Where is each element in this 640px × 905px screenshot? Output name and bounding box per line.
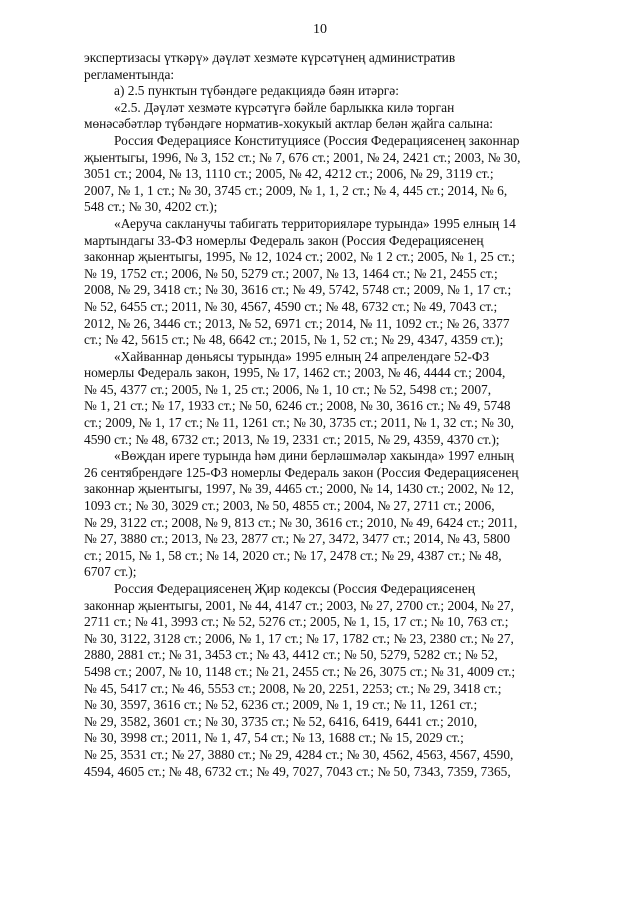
document-body: [84, 50, 574, 780]
paragraph-protected-areas-law: «Аеруча сакланучы табигать территорияләре турында» 1995 елның 14 мартындагы 33-ФЗ номерлы Федераль закон (Россия Федерациясенең законнар җыентыгы, 1995, № 12, 1024 ст.; 2002, № 1 2 ст.; 2005, № 1, 25 ст.; № 19, 1752 ст.; 2006, № 50, 5279 ст.; 2007, № 13, 1464 ст.; № 21, 2455 ст.; 2008, № 29, 3418 ст.; № 30, 3616 ст.; № 49, 5742, 5748 ст.; 2009, № 1, 17 ст.; № 52, 6455 ст.; 2011, № 30, 4567, 4590 ст.; № 48, 6732 ст.; № 49, 7043 ст.; 2012, № 26, 3446 ст.; 2013, № 52, 6971 ст.; 2014, № 11, 1092 ст.; № 26, 3377 ст.; № 42, 5615 ст.; № 48, 6642 ст.; 2015, № 1, 52 ст.; № 29, 4347, 4359 ст.);: [84, 215, 516, 348]
paragraph-clause-2-5: «2.5. Дәүләт хезмәте күрсәтүгә бәйле барлыкка килә торган мөнәсәбәтләр түбәндәге норматив-хокукый актлар белән җайга салына:: [84, 99, 493, 132]
page-number: 10: [313, 22, 327, 37]
paragraph-constitution: Россия Федерациясе Конституциясе (Россия Федерациясенең законнар җыентыгы, 1996, № 3, 152 ст.; № 7, 676 ст.; 2001, № 24, 2421 ст.; 2003, № 30, 3051 ст.; 2004, № 13, 1110 ст.; 2005, № 42, 4212 ст.; 2006, № 29, 3119 ст.; 2007, № 1, 1 ст.; № 30, 3745 ст.; 2009, № 1, 1, 2 ст.; № 4, 445 ст.; 2014, № 6, 548 ст.; № 30, 4202 ст.);: [84, 132, 521, 215]
paragraph-land-code: Россия Федерациясенең Җир кодексы (Россия Федерациясенең законнар җыентыгы, 2001, № 44, 4147 ст.; 2003, № 27, 2700 ст.; 2004, № 27, 2711 ст.; № 41, 3993 ст.; № 52, 5276 ст.; 2005, № 1, 15, 17 ст.; № 10, 763 ст.; № 30, 3122, 3128 ст.; 2006, № 1, 17 ст.; № 17, 1782 ст.; № 23, 2380 ст.; № 27, 2880, 2881 ст.; № 31, 3453 ст.; № 43, 4412 ст.; № 50, 5279, 5282 ст.; № 52, 5498 ст.; 2007, № 10, 1148 ст.; № 21, 2455 ст.; № 26, 3075 ст.; № 31, 4009 ст.; № 45, 5417 ст.; № 46, 5553 ст.; 2008, № 20, 2251, 2253; ст.; № 29, 3418 ст.; № 30, 3597, 3616 ст.; № 52, 6236 ст.; 2009, № 1, 19 ст.; № 11, 1261 ст.; № 29, 3582, 3601 ст.; № 30, 3735 ст.; № 52, 6416, 6419, 6441 ст.; 2010, № 30, 3998 ст.; 2011, № 1, 47, 54 ст.; № 13, 1688 ст.; № 15, 2029 ст.; № 25, 3531 ст.; № 27, 3880 ст.; № 29, 4284 ст.; № 30, 4562, 4563, 4567, 4590, 4594, 4605 ст.; № 48, 6732 ст.; № 49, 7027, 7043 ст.; № 50, 7343, 7359, 7365,: [84, 581, 516, 779]
paragraph-regulation-continuation: экспертизасы үткәрү» дәүләт хезмәте күрсәтүнең административ регламентында:: [84, 50, 456, 82]
paragraph-freedom-of-conscience-law: «Вөҗдан иреге турында һәм дини берләшмәләр хакында» 1997 елның 26 сентябрендәге 125-ФЗ номерлы Федераль закон (Россия Федерациясенең законнар җыентыгы, 1997, № 39, 4465 ст.; 2000, № 14, 1430 ст.; 2002, № 12, 1093 ст.; № 30, 3029 ст.; 2003, № 50, 4855 ст.; 2004, № 27, 2711 ст.; 2006, № 29, 3122 ст.; 2008, № 9, 813 ст.; № 30, 3616 ст.; 2010, № 49, 6424 ст.; 2011, № 27, 3880 ст.; 2013, № 23, 2877 ст.; № 27, 3472, 3477 ст.; 2014, № 43, 5800 ст.; 2015, № 1, 58 ст.; № 14, 2020 ст.; № 17, 2478 ст.; № 29, 4387 ст.; № 48, 6707 ст.);: [84, 448, 519, 580]
paragraph-amendment-instruction: а) 2.5 пунктын түбәндәге редакциядә бәян итәргә:: [114, 83, 399, 99]
paragraph-animal-world-law: «Хайваннар дөньясы турында» 1995 елның 24 апрелендәге 52-ФЗ номерлы Федераль закон, 1995, № 17, 1462 ст.; 2003, № 46, 4444 ст.; 2004, № 45, 4377 ст.; 2005, № 1, 25 ст.; 2006, № 1, 10 ст.; № 52, 5498 ст.; 2007, № 1, 21 ст.; № 17, 1933 ст.; № 50, 6246 ст.; 2008, № 30, 3616 ст.; № 49, 5748 ст.; 2009, № 1, 17 ст.; № 11, 1261 ст.; № 30, 3735 ст.; 2011, № 1, 32 ст.; № 30, 4590 ст.; № 48, 6732 ст.; 2013, № 19, 2331 ст.; 2015, № 29, 4359, 4370 ст.);: [84, 348, 515, 447]
